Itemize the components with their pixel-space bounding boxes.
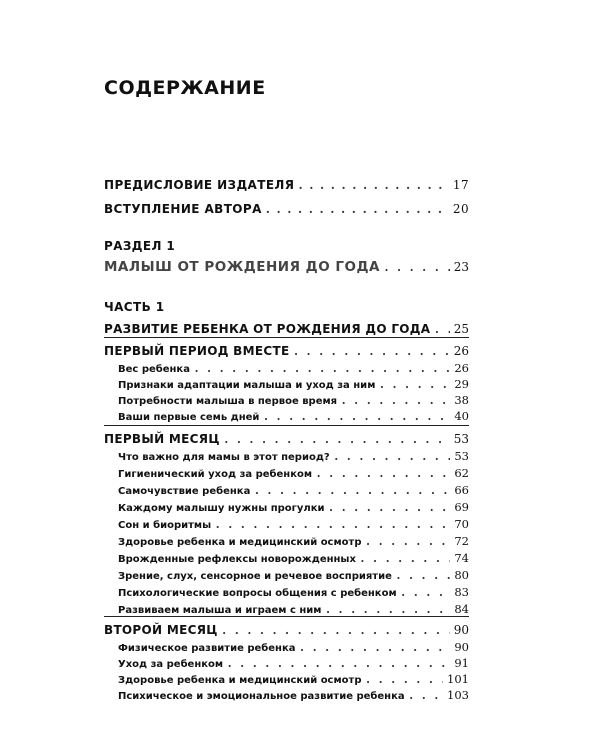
toc-entry-label: Развиваем малыша и играем с ним <box>118 605 322 616</box>
toc-entry-label: Физическое развитие ребенка <box>118 643 296 654</box>
toc-entry-label: ВСТУПЛЕНИЕ АВТОРА <box>104 202 262 216</box>
page-title: СОДЕРЖАНИЕ <box>104 77 266 99</box>
toc-subentry[interactable] <box>118 684 469 703</box>
dot-leader <box>384 256 450 275</box>
toc-entry-page: 69 <box>454 500 469 514</box>
dot-leader <box>409 684 443 703</box>
toc-entry-page: 80 <box>454 568 469 582</box>
toc-entry-page: 23 <box>453 260 469 274</box>
toc-entry-label: Уход за ребенком <box>118 659 224 670</box>
dot-leader <box>434 318 449 337</box>
toc-entry-page: 66 <box>454 483 469 497</box>
toc-entry-page: 83 <box>454 585 469 599</box>
toc-entry-page: 90 <box>454 640 469 654</box>
toc-entry-label: ВТОРОЙ МЕСЯЦ <box>104 623 218 637</box>
toc-entry-page: 53 <box>454 449 469 463</box>
toc-entry-label: Здоровье ребенка и медицинский осмотр <box>118 675 362 686</box>
toc-subentry[interactable] <box>118 598 469 617</box>
toc-entry-label: Самочувствие ребенка <box>118 486 251 497</box>
toc-entry-page: 101 <box>447 672 469 686</box>
section-heading: РАЗДЕЛ 1 <box>104 239 176 253</box>
toc-entry-author-intro[interactable] <box>104 202 469 216</box>
toc-entry-page: 53 <box>453 432 469 446</box>
toc-entry-page: 40 <box>454 409 469 423</box>
divider <box>104 337 469 338</box>
toc-entry-label: ПЕРВЫЙ ПЕРИОД ВМЕСТЕ <box>104 344 290 358</box>
toc-entry-label: РАЗВИТИЕ РЕБЕНКА ОТ РОЖДЕНИЯ ДО ГОДА <box>104 322 431 336</box>
dot-leader <box>266 202 449 216</box>
toc-entry-page: 29 <box>454 377 469 391</box>
divider <box>104 616 469 617</box>
toc-entry-page: 90 <box>453 623 469 637</box>
toc-entry-page: 70 <box>454 517 469 531</box>
toc-entry-label: Психическое и эмоциональное развитие ребенка <box>118 691 405 702</box>
toc-entry-page: 26 <box>454 361 469 375</box>
toc-entry-page: 72 <box>454 534 469 548</box>
toc-entry-label: Потребности малыша в первое время <box>118 396 338 407</box>
toc-entry-page: 20 <box>452 202 469 216</box>
toc-entry-label: Что важно для мамы в этот период? <box>118 452 330 463</box>
toc-entry-page: 26 <box>453 344 469 358</box>
toc-entry-label: ПРЕДИСЛОВИЕ ИЗДАТЕЛЯ <box>104 178 295 192</box>
toc-entry-label: Врожденные рефлексы новорожденных <box>118 554 356 565</box>
toc-entry-page: 17 <box>452 178 469 192</box>
toc-entry-label: Признаки адаптации малыша и уход за ним <box>118 380 376 391</box>
toc-entry-label: Ваши первые семь дней <box>118 412 260 423</box>
toc-entry-page: 62 <box>454 466 469 480</box>
part-heading: ЧАСТЬ 1 <box>104 300 165 314</box>
toc-entry-section-1[interactable] <box>104 256 469 275</box>
toc-entry-label: Сон и биоритмы <box>118 520 212 531</box>
divider <box>104 425 469 426</box>
toc-entry-publisher-preface[interactable] <box>104 178 469 192</box>
dot-leader <box>263 405 450 424</box>
toc-entry-label: Здоровье ребенка и медицинский осмотр <box>118 537 362 548</box>
toc-entry-label: Гигиенический уход за ребенком <box>118 469 313 480</box>
toc-entry-page: 84 <box>454 602 469 616</box>
toc-entry-label: Психологические вопросы общения с ребенком <box>118 588 397 599</box>
toc-entry-page: 103 <box>447 688 469 702</box>
dot-leader <box>298 178 448 192</box>
toc-entry-label: Вес ребенка <box>118 364 190 375</box>
toc-entry-label: Зрение, слух, сенсорное и речевое восприятие <box>118 571 392 582</box>
toc-entry-label: Каждому малышу нужны прогулки <box>118 503 325 514</box>
toc-entry-part-1[interactable] <box>104 318 469 337</box>
toc-entry-page: 91 <box>454 656 469 670</box>
toc-entry-label: МАЛЫШ ОТ РОЖДЕНИЯ ДО ГОДА <box>104 259 380 275</box>
toc-entry-page: 38 <box>454 393 469 407</box>
toc-subentry[interactable] <box>118 405 469 424</box>
dot-leader <box>325 598 450 617</box>
toc-entry-page: 25 <box>453 322 469 336</box>
toc-entry-label: ПЕРВЫЙ МЕСЯЦ <box>104 432 220 446</box>
toc-entry-page: 74 <box>454 551 469 565</box>
